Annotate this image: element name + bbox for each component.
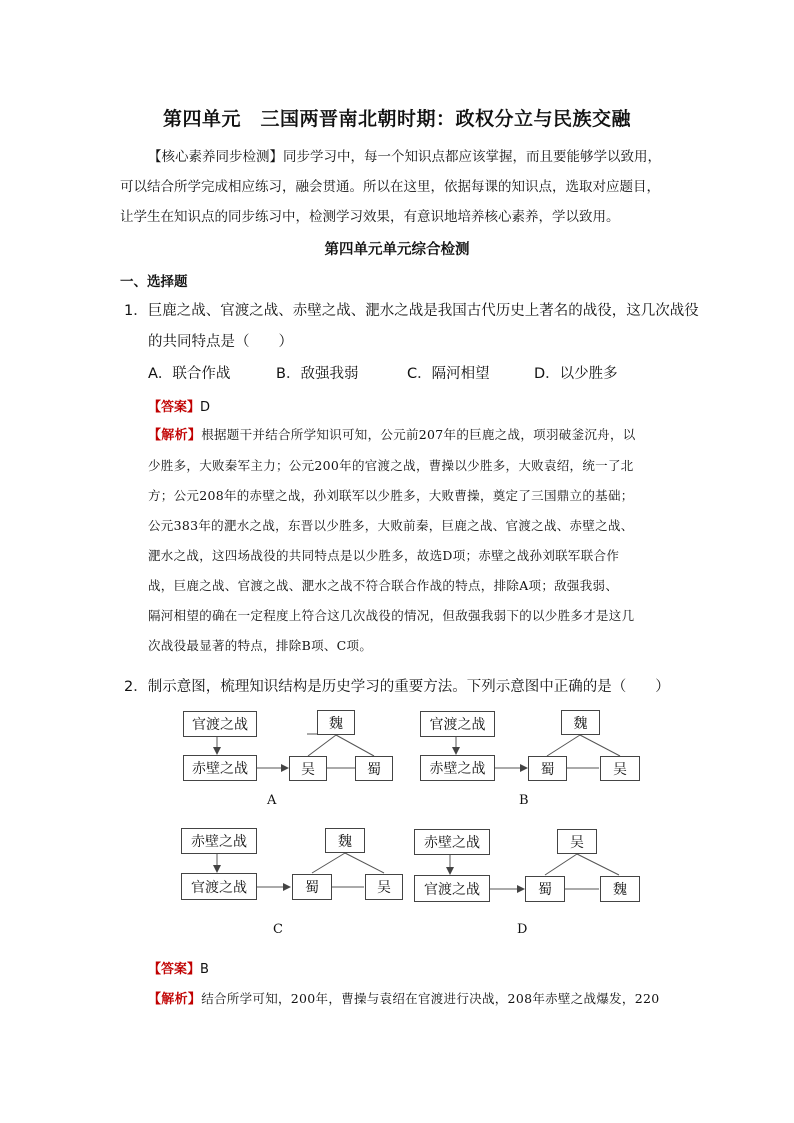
- diagram-c-label: C: [273, 922, 283, 937]
- diagram-c-apex: 魏: [325, 828, 365, 853]
- analysis-line: 【解析】结合所学可知，200年，曹操与袁绍在官渡进行决战，208年赤壁之战爆发，220: [148, 991, 660, 1007]
- answer-1: [148, 396, 210, 415]
- intro-line: 让学生在知识点的同步练习中，检测学习效果，有意识地培养核心素养，学以致用。: [120, 209, 620, 225]
- diagram-d-apex: 吴: [557, 829, 597, 854]
- diagram-a-apex: 魏: [317, 710, 355, 735]
- answer-value: B: [200, 962, 209, 977]
- question-2-line-1: 2．制示意图，梳理知识结构是历史学习的重要方法。下列示意图中正确的是（ ）: [124, 679, 670, 695]
- test-subtitle: 第四单元单元综合检测: [324, 242, 470, 258]
- diagram-c-bottom-battle: 官渡之战: [181, 873, 257, 900]
- analysis-line: 淝水之战，这四场战役的共同特点是以少胜多，故选D项；赤壁之战孙刘联军联合作: [148, 548, 620, 563]
- diagram-a-label: A: [267, 793, 277, 808]
- answer-2: [148, 958, 209, 977]
- answer-value: D: [200, 400, 211, 415]
- analysis-tag: 【解析】: [148, 428, 202, 443]
- option-d: D．以少胜多: [534, 366, 618, 382]
- diagram-a-left: 吴: [289, 756, 327, 781]
- question-1-line-1: 1．巨鹿之战、官渡之战、赤壁之战、淝水之战是我国古代历史上著名的战役，这几次战役: [124, 303, 699, 319]
- diagram-b-apex: 魏: [561, 710, 600, 735]
- question-1-line-2: 的共同特点是（ ）: [148, 334, 293, 350]
- analysis-tag: 【解析】: [148, 992, 202, 1007]
- option-a: A．联合作战: [148, 366, 231, 382]
- diagram-d-left: 蜀: [525, 876, 565, 902]
- analysis-line: 少胜多，大败秦军主力；公元200年的官渡之战，曹操以少胜多，大败袁绍，统一了北: [148, 458, 634, 473]
- answer-tag: 【答案】: [148, 962, 201, 977]
- intro-line: 【核心素养同步检测】同步学习中，每一个知识点都应该掌握，而且要能够学以致用，: [148, 149, 661, 165]
- intro-line: 可以结合所学完成相应练习，融会贯通。所以在这里，依据每课的知识点，选取对应题目，: [120, 179, 660, 195]
- option-b: B．敌强我弱: [276, 366, 359, 382]
- diagram-b-top-battle: 官渡之战: [420, 711, 495, 737]
- section-heading: 一、选择题: [120, 274, 188, 290]
- diagram-a-top-battle: 官渡之战: [183, 711, 257, 737]
- diagram-b-bottom-battle: 赤壁之战: [420, 755, 495, 781]
- analysis-line: 公元383年的淝水之战，东晋以少胜多，大败前秦，巨鹿之战、官渡之战、赤壁之战、: [148, 518, 634, 533]
- diagram-c-left: 蜀: [292, 874, 332, 900]
- analysis-line: 【解析】根据题干并结合所学知识可知，公元前207年的巨鹿之战，项羽破釜沉舟，以: [148, 427, 636, 443]
- diagram-b-left: 蜀: [528, 756, 567, 781]
- diagram-a-bottom-battle: 赤壁之战: [183, 755, 257, 781]
- diagram-a-right: 蜀: [355, 756, 393, 781]
- option-c: C．隔河相望: [407, 366, 490, 382]
- intro-paragraph: [120, 142, 680, 232]
- analysis-line: 战，巨鹿之战、官渡之战、淝水之战不符合联合作战的特点，排除A项；敌强我弱、: [148, 578, 619, 593]
- diagram-c-top-battle: 赤壁之战: [181, 828, 257, 854]
- analysis-2: [148, 984, 688, 1015]
- diagram-b-right: 吴: [600, 756, 640, 781]
- analysis-line: 隔河相望的确在一定程度上符合这几次战役的情况，但敌强我弱下的以少胜多才是这几: [148, 608, 635, 623]
- page-title: 第四单元 三国两晋南北朝时期：政权分立与民族交融: [162, 108, 631, 130]
- diagram-b-label: B: [519, 793, 529, 808]
- diagram-d-label: D: [517, 922, 528, 937]
- analysis-line: 次战役最显著的特点，排除B项、C项。: [148, 638, 373, 653]
- analysis-line: 方；公元208年的赤壁之战，孙刘联军以少胜多，大败曹操，奠定了三国鼎立的基础；: [148, 488, 634, 503]
- diagram-d-right: 魏: [600, 876, 640, 902]
- analysis-1: [148, 420, 688, 661]
- diagram-c-right: 吴: [365, 874, 403, 900]
- diagram-d-bottom-battle: 官渡之战: [414, 875, 490, 902]
- diagram-d-top-battle: 赤壁之战: [414, 829, 490, 855]
- answer-tag: 【答案】: [148, 400, 201, 415]
